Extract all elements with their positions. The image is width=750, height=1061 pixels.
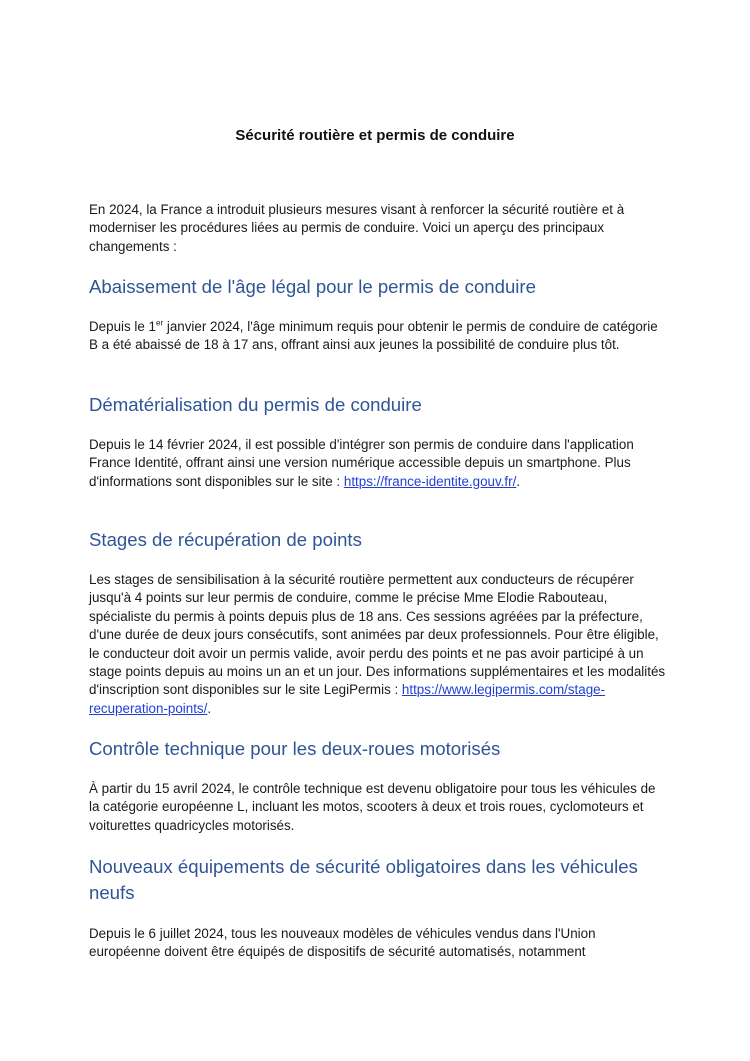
paragraph-text: janvier 2024, l'âge minimum requis pour obtenir le permis de conduire de catégorie B a été abaissé de 18 à 17 ans, offrant ainsi aux jeunes la possibilité de conduire plus tôt. xyxy=(89,319,658,353)
section-heading-stages-points: Stages de récupération de points xyxy=(89,529,362,550)
section-paragraph-age-legal xyxy=(89,318,669,355)
section-paragraph-equipements-securite: Depuis le 6 juillet 2024, tous les nouveaux modèles de véhicules vendus dans l'Union européenne doivent être équipés de dispositifs de sécurité automatisés, notamment xyxy=(89,926,596,960)
paragraph-text: . xyxy=(207,700,212,716)
paragraph-text: . xyxy=(516,473,521,489)
section-heading-equipements-securite: Nouveaux équipements de sécurité obligatoires dans les véhicules neufs xyxy=(89,856,638,903)
section-heading-controle-technique: Contrôle technique pour les deux-roues motorisés xyxy=(89,738,501,759)
section-heading-age-legal: Abaissement de l'âge légal pour le permis de conduire xyxy=(89,276,536,297)
section-paragraph-stages-points xyxy=(89,571,669,718)
paragraph-text: Les stages de sensibilisation à la sécurité routière permettent aux conducteurs de récupérer jusqu'à 4 points sur leur permis de conduire, comme le précise Mme Elodie Rabouteau, spécialiste du permis à points depuis plus de 18 ans. Ces sessions agréées par la préfecture, d'une durée de deux jours consécutifs, sont animées par deux professionnels. Pour être éligible, le conducteur doit avoir un permis valide, avoir perdu des points et ne pas avoir participé à un stage points depuis au moins un an et un jour. Des informations supplémentaires et les modalités d'inscription sont disponibles sur le site LegiPermis : xyxy=(89,572,666,698)
france-identite-link[interactable]: https://france-identite.gouv.fr/ xyxy=(343,473,517,489)
paragraph-text: Depuis le 1 xyxy=(89,319,156,334)
superscript-ordinal: er xyxy=(156,318,164,328)
paragraph-text: Depuis le 14 février 2024, il est possible d'intégrer son permis de conduire dans l'application France Identité, offrant ainsi une version numérique accessible depuis un smartphone. Plus d'informations sont disponibles sur le site : xyxy=(89,437,634,489)
section-heading-dematerialisation: Dématérialisation du permis de conduire xyxy=(89,394,422,415)
legipermis-link[interactable]: https://www.legipermis.com/stage-recuperation-points/ xyxy=(89,682,606,716)
document-title: Sécurité routière et permis de conduire xyxy=(235,127,515,144)
intro-paragraph: En 2024, la France a introduit plusieurs mesures visant à renforcer la sécurité routière et à moderniser les procédures liées au permis de conduire. Voici un aperçu des principaux changements : xyxy=(89,202,625,254)
section-paragraph-controle-technique: À partir du 15 avril 2024, le contrôle technique est devenu obligatoire pour tous les véhicules de la catégorie européenne L, incluant les motos, scooters à deux et trois roues, cyclomoteurs et voiturettes quadricycles motorisés. xyxy=(89,781,656,833)
section-paragraph-dematerialisation xyxy=(89,436,669,491)
